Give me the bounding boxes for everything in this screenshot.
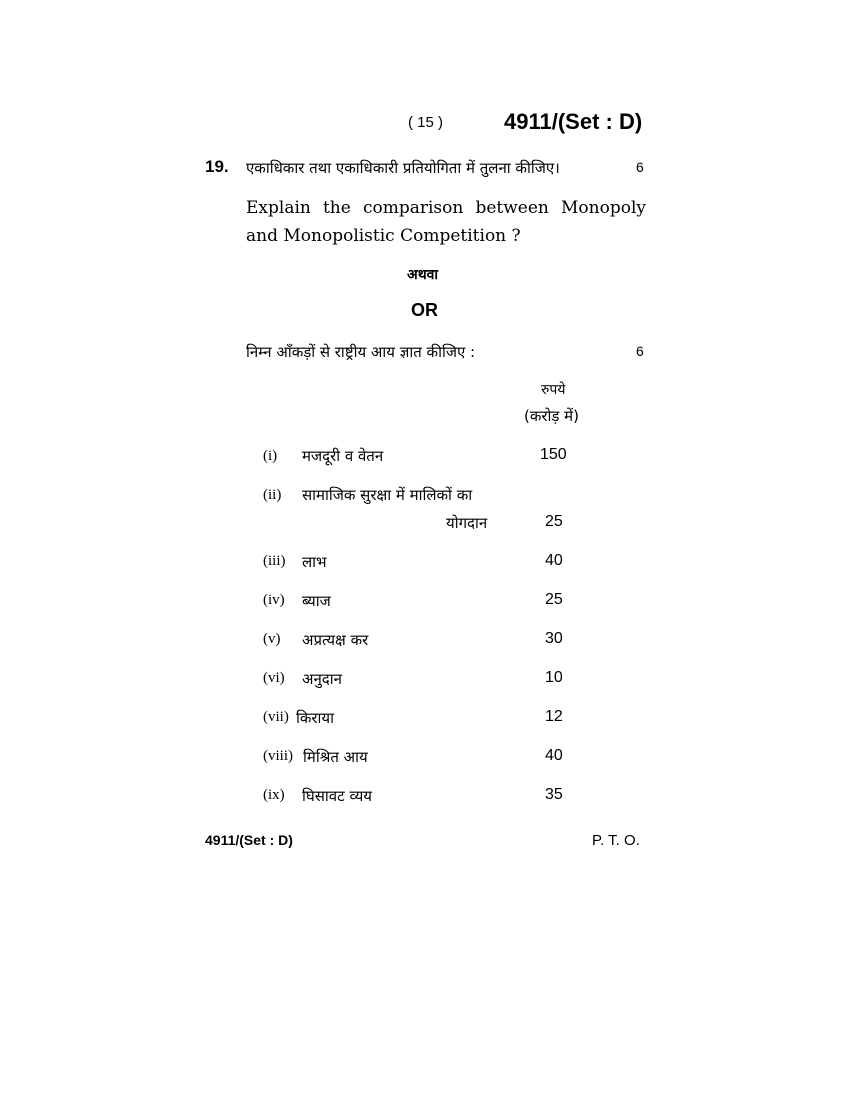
item-roman-numeral: (v)	[263, 631, 281, 647]
item-roman-numeral: (vii)	[263, 709, 289, 725]
item-roman-numeral: (iv)	[263, 592, 285, 608]
item-roman-numeral: (ii)	[263, 487, 282, 503]
question-number: 19.	[205, 157, 229, 176]
item-value: 10	[545, 669, 563, 686]
item-roman-numeral: (i)	[263, 448, 278, 464]
item-label: लाभ	[302, 553, 327, 571]
item-roman-numeral: (ix)	[263, 787, 285, 803]
question-english-text: Explain the comparison between Monopoly and Monopolistic Competition ?	[246, 198, 646, 246]
item-value: 35	[545, 786, 563, 803]
or-english: OR	[411, 300, 438, 320]
item-value: 12	[545, 708, 563, 725]
item-value: 40	[545, 747, 563, 764]
column-header-currency: रुपये	[541, 382, 566, 398]
or-hindi: अथवा	[407, 267, 439, 283]
item-value: 40	[545, 552, 563, 569]
paper-code-header: 4911/(Set : D)	[504, 109, 643, 134]
item-label: मजदूरी व वेतन	[302, 447, 384, 465]
item-label: मिश्रित आय	[303, 748, 368, 766]
alt-question-hindi-text: निम्न आँकड़ों से राष्ट्रीय आय ज्ञात कीजिए :	[246, 343, 476, 361]
item-value: 25	[545, 591, 563, 608]
item-roman-numeral: (vi)	[263, 670, 285, 686]
item-label: ब्याज	[302, 592, 331, 610]
pto-note: P. T. O.	[592, 832, 640, 849]
item-roman-numeral: (viii)	[263, 748, 293, 764]
item-label: सामाजिक सुरक्षा में मालिकों का	[302, 486, 473, 504]
page-number: ( 15 )	[408, 114, 444, 131]
item-label: घिसावट व्यय	[302, 787, 372, 805]
item-roman-numeral: (iii)	[263, 553, 286, 569]
item-value: 150	[540, 446, 567, 463]
item-label: अप्रत्यक्ष कर	[302, 631, 369, 649]
item-label: अनुदान	[302, 670, 342, 688]
question-hindi-text: एकाधिकार तथा एकाधिकारी प्रतियोगिता में तुलना कीजिए।	[246, 159, 560, 177]
alt-question-marks: 6	[636, 343, 644, 359]
item-value: 30	[545, 630, 563, 647]
item-label-continued: योगदान	[446, 514, 488, 532]
question-marks: 6	[636, 159, 644, 175]
item-value: 25	[545, 513, 563, 530]
item-label: किराया	[296, 709, 335, 727]
paper-code-footer: 4911/(Set : D)	[205, 832, 293, 848]
column-header-unit: (करोड़ में)	[524, 407, 580, 425]
